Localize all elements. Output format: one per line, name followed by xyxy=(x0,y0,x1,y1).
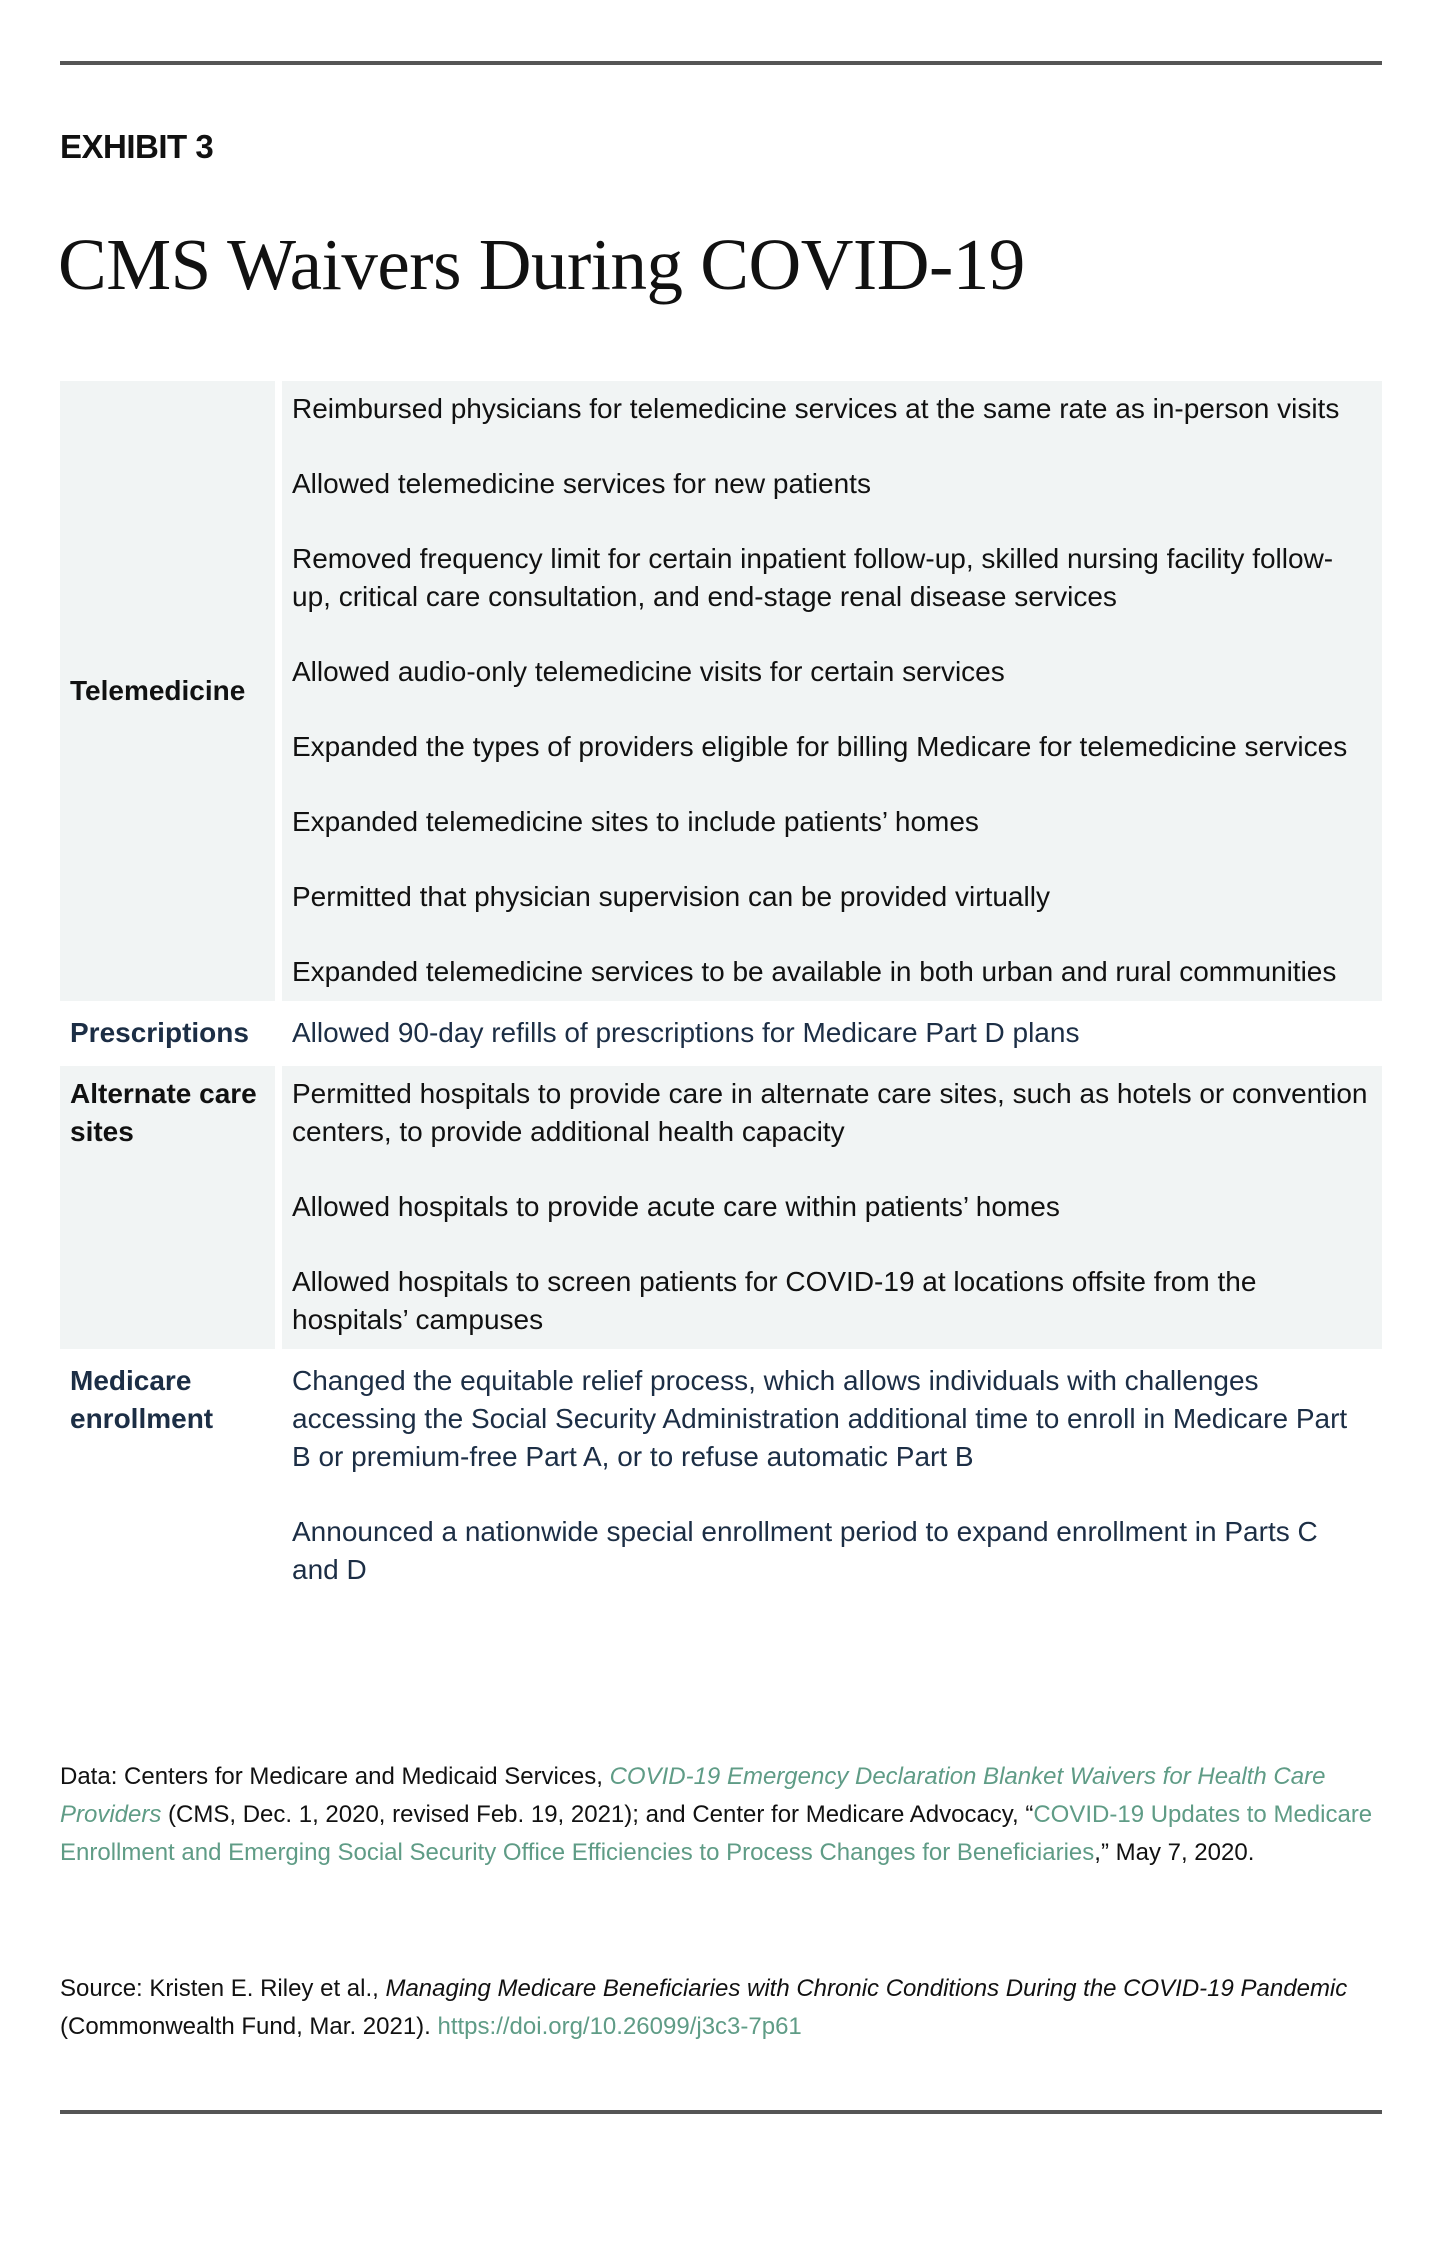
data-source-link-1[interactable]: COVID-19 Emergency Declaration Blanket Waivers for Health Care Providers xyxy=(60,1763,1326,1828)
items-cell xyxy=(282,1005,1382,1062)
waiver-item: Allowed 90-day refills of prescriptions for Medicare Part D plans xyxy=(292,1017,1080,1048)
waiver-item: Expanded telemedicine sites to include patients’ homes xyxy=(292,806,979,837)
items-cell xyxy=(282,1353,1382,1599)
data-note-middle: (CMS, Dec. 1, 2020, revised Feb. 19, 2021); and Center for Medicare Advocacy, “ xyxy=(161,1801,1034,1828)
category-cell: Medicare enrollment xyxy=(70,1365,214,1434)
waiver-item: Expanded the types of providers eligible for billing Medicare for telemedicine services xyxy=(292,731,1348,762)
waiver-item: Announced a nationwide special enrollment period to expand enrollment in Parts C and D xyxy=(292,1516,1318,1585)
bottom-rule xyxy=(60,2110,1382,2114)
items-cell xyxy=(282,381,1382,1001)
top-rule xyxy=(60,61,1382,65)
items-cell xyxy=(282,1066,1382,1349)
page-title: CMS Waivers During COVID-19 xyxy=(58,224,1025,305)
waiver-item: Allowed hospitals to provide acute care within patients’ homes xyxy=(292,1191,1060,1222)
waiver-item: Removed frequency limit for certain inpatient follow-up, skilled nursing facility follow-up, critical care consultation, and end-stage renal disease services xyxy=(292,543,1334,612)
source-title: Managing Medicare Beneficiaries with Chronic Conditions During the COVID-19 Pandemic xyxy=(385,1975,1348,2002)
table-row-alternate-care-sites xyxy=(60,1066,1382,1353)
table-row-telemedicine xyxy=(60,381,1382,1005)
doi-link[interactable]: https://doi.org/10.26099/j3c3-7p61 xyxy=(437,2013,802,2040)
source-note xyxy=(60,1970,1382,2046)
source-note-prefix: Source: Kristen E. Riley et al., xyxy=(60,1975,386,2002)
category-cell: Prescriptions xyxy=(70,1017,249,1048)
data-note-suffix: ,” May 7, 2020. xyxy=(1094,1839,1255,1866)
data-note-prefix: Data: Centers for Medicare and Medicaid Services, xyxy=(60,1763,610,1790)
waiver-item: Allowed hospitals to screen patients for COVID-19 at locations offsite from the hospitals’ campuses xyxy=(292,1266,1257,1335)
waiver-item: Changed the equitable relief process, which allows individuals with challenges accessing the Social Security Administration additional time to enroll in Medicare Part B or premium-free Part A, or to refuse automatic Part B xyxy=(292,1365,1348,1472)
waiver-item: Expanded telemedicine services to be available in both urban and rural communities xyxy=(292,956,1337,987)
table-row-medicare-enrollment xyxy=(60,1353,1382,1603)
category-cell: Telemedicine xyxy=(60,381,275,1001)
waiver-item: Allowed telemedicine services for new patients xyxy=(292,468,871,499)
category-cell: Alternate care sites xyxy=(60,1066,275,1349)
table-row-prescriptions xyxy=(60,1005,1382,1066)
waivers-table xyxy=(60,381,1382,1603)
waiver-item: Allowed audio-only telemedicine visits for certain services xyxy=(292,656,1005,687)
waiver-item: Permitted that physician supervision can be provided virtually xyxy=(292,881,1050,912)
data-source-link-2[interactable]: COVID-19 Updates to Medicare Enrollment and Emerging Social Security Office Efficiencies to Process Changes for Beneficiaries xyxy=(60,1801,1373,1866)
waiver-item: Permitted hospitals to provide care in alternate care sites, such as hotels or convention centers, to provide additional health capacity xyxy=(292,1078,1368,1147)
source-note-middle: (Commonwealth Fund, Mar. 2021). xyxy=(60,2013,438,2040)
data-note xyxy=(60,1758,1382,1872)
waiver-item: Reimbursed physicians for telemedicine services at the same rate as in-person visits xyxy=(292,393,1340,424)
exhibit-label: EXHIBIT 3 xyxy=(60,128,214,165)
